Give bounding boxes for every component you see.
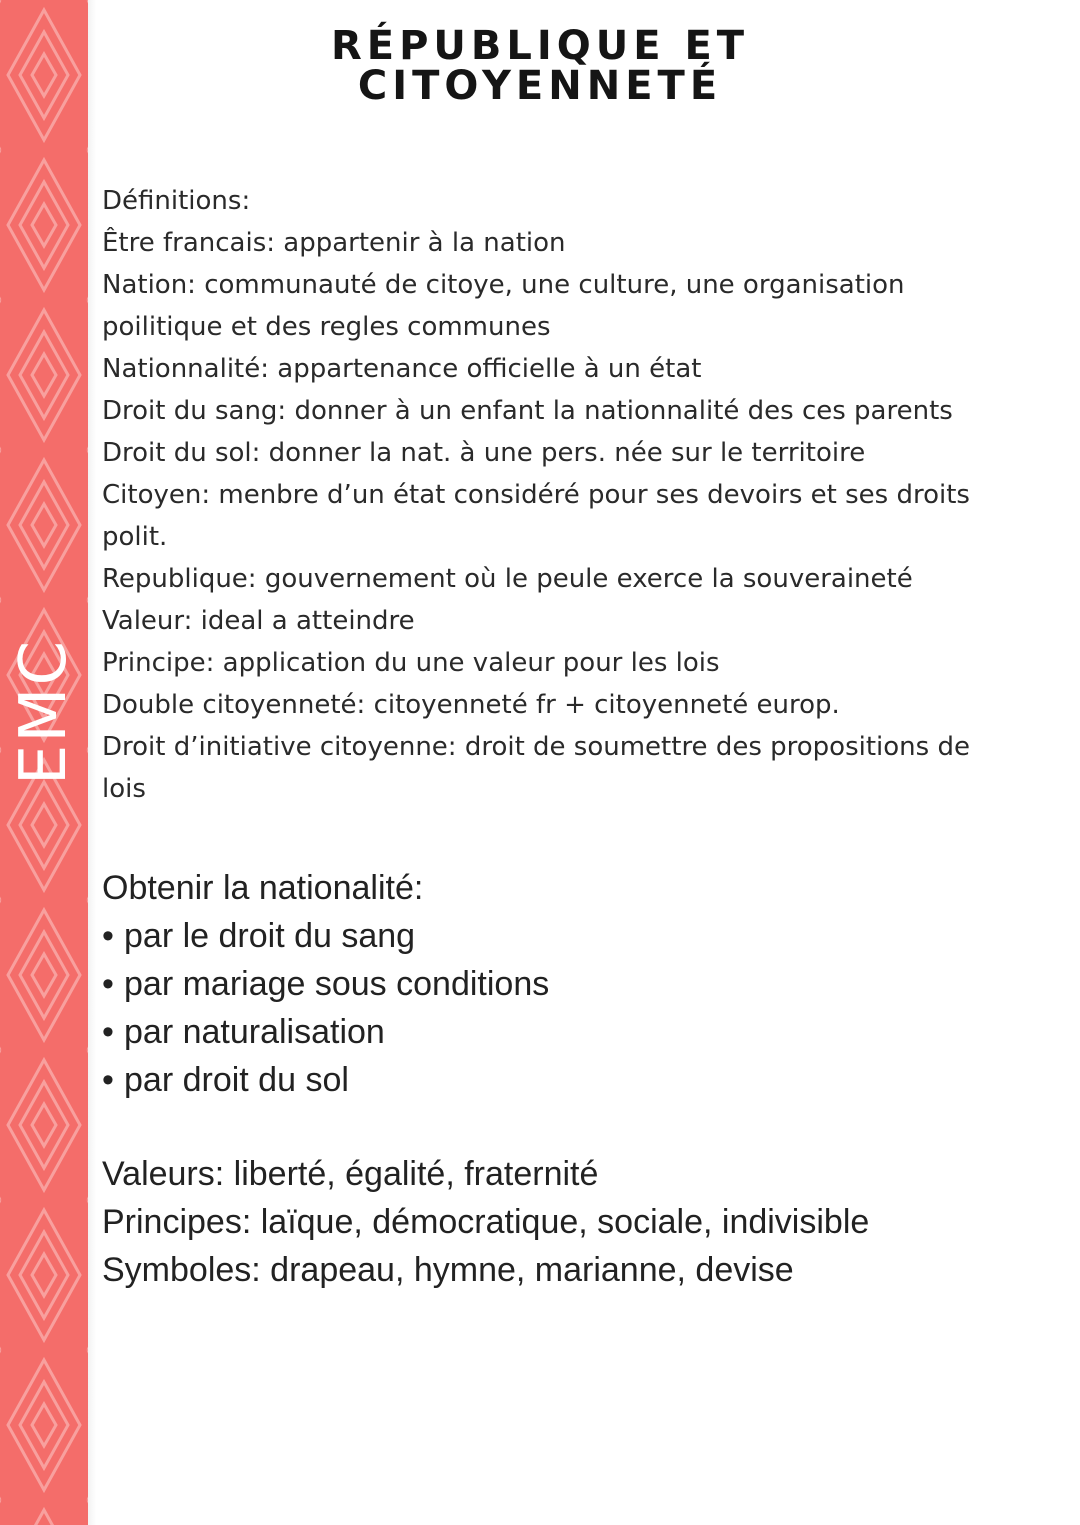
definition-line: Droit du sol: donner la nat. à une pers. née sur le territoire xyxy=(102,438,866,468)
definition-line: Nationnalité: appartenance officielle à un état xyxy=(102,354,702,384)
definition-line: Double citoyenneté: citoyenneté fr + citoyenneté europ. xyxy=(102,690,840,720)
symboles-line: Symboles: drapeau, hymne, marianne, devise xyxy=(102,1251,794,1289)
principes-line: Principes: laïque, démocratique, sociale, indivisible xyxy=(102,1203,870,1241)
list-item-text: par naturalisation xyxy=(124,1013,385,1051)
nationalite-heading: Obtenir la nationalité: xyxy=(102,869,424,907)
definition-line: polit. xyxy=(102,522,168,552)
page-title xyxy=(96,23,984,109)
list-item xyxy=(102,912,1002,960)
sidebar-band xyxy=(0,0,88,1525)
definition-line: Valeur: ideal a atteindre xyxy=(102,606,415,636)
definitions-heading: Définitions: xyxy=(102,186,251,216)
definition-line: Republique: gouvernement où le peule exerce la souveraineté xyxy=(102,564,913,594)
title-line-2: CITOYENNETÉ xyxy=(357,63,723,109)
list-item xyxy=(102,1008,1002,1056)
sidebar-label: EMC xyxy=(7,638,81,786)
definition-line: Droit du sang: donner à un enfant la nationnalité des ces parents xyxy=(102,396,953,426)
definition-line: Droit d’initiative citoyenne: droit de soumettre des propositions de xyxy=(102,732,970,762)
sidebar-edge xyxy=(88,0,96,1525)
definition-line: lois xyxy=(102,774,146,804)
bullet-icon: • xyxy=(102,917,114,955)
title-line-1: RÉPUBLIQUE ET xyxy=(330,23,750,69)
nationalite-section xyxy=(102,864,1002,1104)
bullet-icon: • xyxy=(102,1013,114,1051)
definition-line: Être francais: appartenir à la nation xyxy=(102,228,566,258)
definition-line: Nation: communauté de citoye, une culture, une organisation xyxy=(102,270,905,300)
valeurs-line: Valeurs: liberté, égalité, fraternité xyxy=(102,1155,599,1193)
bullet-icon: • xyxy=(102,1061,114,1099)
list-item-text: par droit du sol xyxy=(124,1061,349,1099)
definition-line: Citoyen: menbre d’un état considéré pour ses devoirs et ses droits xyxy=(102,480,970,510)
definition-line: poilitique et des regles communes xyxy=(102,312,551,342)
definition-line: Principe: application du une valeur pour les lois xyxy=(102,648,720,678)
list-item xyxy=(102,960,1002,1008)
definitions-section xyxy=(102,180,1052,810)
list-item xyxy=(102,1056,1002,1104)
bullet-icon: • xyxy=(102,965,114,1003)
list-item-text: par mariage sous conditions xyxy=(124,965,550,1003)
list-item-text: par le droit du sang xyxy=(124,917,416,955)
summary-section xyxy=(102,1150,1052,1294)
